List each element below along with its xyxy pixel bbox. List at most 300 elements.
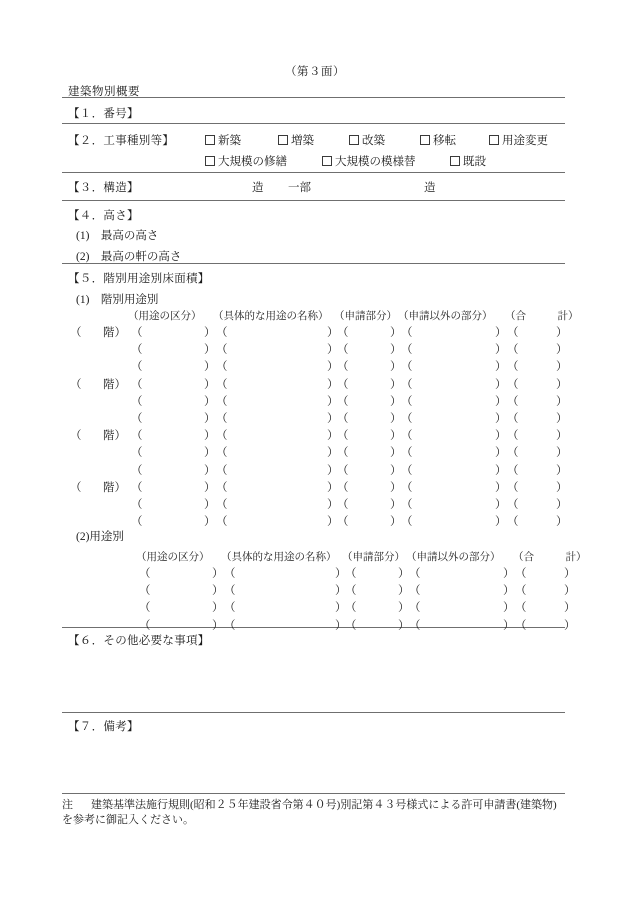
footnote-marker: 注 <box>62 799 73 811</box>
document-subtitle: 建築物別概要 <box>68 86 140 98</box>
cell-close-paren: ） <box>564 585 576 598</box>
cell-open-paren: （ <box>507 481 519 494</box>
cell-close-paren: ） <box>495 344 507 357</box>
work-type-option-4[interactable] <box>205 153 287 169</box>
column-header-applied-part: （申請部分） <box>342 552 405 563</box>
floor-use-row-entry[interactable] <box>343 358 388 371</box>
cell-close-paren: ） <box>556 378 568 391</box>
cell-close-paren: ） <box>398 602 410 615</box>
cell-close-paren: ） <box>390 516 402 529</box>
floor-use-row-entry[interactable] <box>407 427 493 440</box>
cell-close-paren: ） <box>390 327 402 339</box>
floor-use-row-entry[interactable] <box>513 324 554 337</box>
cell-close-paren: ） <box>495 481 507 494</box>
work-type-option-4[interactable] <box>420 132 456 148</box>
use-row-entry[interactable] <box>230 617 333 630</box>
cell-open-paren: （ <box>337 430 349 443</box>
cell-open-paren: （ <box>507 447 519 460</box>
use-row-entry[interactable] <box>415 617 501 630</box>
use-row-entry[interactable] <box>145 582 210 595</box>
cell-open-paren: （ <box>139 568 151 580</box>
floor-use-row-entry[interactable] <box>407 341 493 354</box>
floor-use-row-entry[interactable] <box>343 479 388 492</box>
use-row-entry[interactable] <box>415 565 501 578</box>
cell-open-paren: （ <box>139 585 151 598</box>
cell-open-paren: （ <box>224 585 236 598</box>
cell-close-paren: ） <box>556 499 568 511</box>
column-header-total: （合 計） <box>513 552 587 563</box>
cell-open-paren: （ <box>337 499 349 511</box>
use-row-entry[interactable] <box>145 599 210 612</box>
cell-open-paren: （ <box>131 395 143 408</box>
cell-close-paren: ） <box>212 585 224 598</box>
cell-close-paren: ） <box>556 430 568 443</box>
cell-open-paren: （ <box>337 327 349 339</box>
checkbox-label: 増築 <box>291 135 314 147</box>
use-row-entry[interactable] <box>521 617 562 630</box>
use-row-entry[interactable] <box>521 599 562 612</box>
work-type-option-3[interactable] <box>349 132 385 148</box>
cell-open-paren: （ <box>337 481 349 494</box>
cell-open-paren: （ <box>139 619 151 632</box>
cell-close-paren: ） <box>564 602 576 615</box>
cell-open-paren: （ <box>131 344 143 357</box>
checkbox-label: 移転 <box>433 135 456 147</box>
checkbox-label: 大規模の修繕 <box>218 156 287 168</box>
floor-use-row-entry[interactable] <box>222 376 325 389</box>
cell-open-paren: （ <box>216 413 228 425</box>
cell-open-paren: （ <box>131 413 143 425</box>
cell-close-paren: ） <box>390 447 402 460</box>
cell-open-paren: （ <box>345 568 357 580</box>
cell-open-paren: （ <box>337 378 349 391</box>
cell-close-paren: ） <box>212 602 224 615</box>
height-item-max: (1) 最高の高さ <box>76 230 159 242</box>
cell-close-paren: ） <box>335 585 347 598</box>
field-label-height: 【４．高さ】 <box>68 210 139 222</box>
use-row-entry[interactable] <box>521 582 562 595</box>
floor-close-label: 階） <box>103 327 126 339</box>
floor-close-label: 階） <box>103 378 126 391</box>
floor-number-entry[interactable] <box>80 427 102 440</box>
use-row-entry[interactable] <box>521 565 562 578</box>
cell-close-paren: ） <box>204 499 216 511</box>
cell-close-paren: ） <box>204 447 216 460</box>
floor-use-row-entry[interactable] <box>407 479 493 492</box>
floor-use-row-entry[interactable] <box>137 496 202 509</box>
footnote-text: 建築基準法施行規則(昭和２５年建設省令第４０号)別記第４３号様式による許可申請書(建築物)を参考に御記入ください。 <box>62 799 557 826</box>
cell-close-paren: ） <box>390 499 402 511</box>
cell-close-paren: ） <box>495 395 507 408</box>
floor-use-row-entry[interactable] <box>343 410 388 423</box>
checkbox-label: 改築 <box>362 135 385 147</box>
cell-open-paren: （ <box>337 516 349 529</box>
cell-open-paren: （ <box>515 619 527 632</box>
cell-close-paren: ） <box>556 395 568 408</box>
floor-use-row-entry[interactable] <box>137 341 202 354</box>
subsection-label-by-use: (2)用途別 <box>76 531 124 543</box>
cell-open-paren: （ <box>401 344 413 357</box>
cell-close-paren: ） <box>212 568 224 580</box>
use-row-entry[interactable] <box>351 565 396 578</box>
cell-open-paren: （ <box>507 430 519 443</box>
cell-open-paren: （ <box>507 361 519 374</box>
cell-open-paren: （ <box>131 447 143 460</box>
cell-close-paren: ） <box>556 413 568 425</box>
cell-close-paren: ） <box>503 568 515 580</box>
floor-use-row-entry[interactable] <box>343 376 388 389</box>
cell-open-paren: （ <box>401 413 413 425</box>
footnote <box>62 798 567 828</box>
cell-close-paren: ） <box>204 344 216 357</box>
cell-close-paren: ） <box>556 464 568 477</box>
cell-close-paren: ） <box>398 619 410 632</box>
cell-close-paren: ） <box>327 499 339 511</box>
floor-use-row-entry[interactable] <box>222 358 325 371</box>
cell-open-paren: （ <box>131 361 143 374</box>
cell-close-paren: ） <box>327 447 339 460</box>
cell-open-paren: （ <box>131 481 143 494</box>
cell-close-paren: ） <box>556 344 568 357</box>
field-label-other-matters: 【６．その他必要な事項】 <box>68 635 210 647</box>
cell-open-paren: （ <box>401 516 413 529</box>
work-type-option-5[interactable] <box>489 132 548 148</box>
checkbox-icon[interactable] <box>205 135 215 145</box>
cell-close-paren: ） <box>503 585 515 598</box>
cell-close-paren: ） <box>390 395 402 408</box>
floor-use-row-entry[interactable] <box>407 496 493 509</box>
horizontal-rule <box>62 172 565 173</box>
floor-use-row-entry[interactable] <box>513 462 554 475</box>
cell-close-paren: ） <box>390 413 402 425</box>
cell-close-paren: ） <box>327 378 339 391</box>
floor-use-row-entry[interactable] <box>222 324 325 337</box>
cell-open-paren: （ <box>401 481 413 494</box>
cell-open-paren: （ <box>401 499 413 511</box>
floor-use-row-entry[interactable] <box>222 410 325 423</box>
cell-open-paren: （ <box>401 464 413 477</box>
cell-close-paren: ） <box>495 378 507 391</box>
column-header-non-applied-part: （申請以外の部分） <box>398 311 493 322</box>
cell-close-paren: ） <box>212 619 224 632</box>
floor-number-entry[interactable] <box>80 479 102 492</box>
floor-use-row-entry[interactable] <box>407 376 493 389</box>
cell-open-paren: （ <box>337 447 349 460</box>
checkbox-icon[interactable] <box>322 156 332 166</box>
column-header-applied-part: （申請部分） <box>334 311 397 322</box>
cell-open-paren: （ <box>345 602 357 615</box>
cell-close-paren: ） <box>556 516 568 529</box>
cell-close-paren: ） <box>398 568 410 580</box>
field-label-number: 【１．番号】 <box>68 108 139 120</box>
checkbox-label: 大規模の模様替 <box>335 156 416 168</box>
floor-use-row-entry[interactable] <box>343 324 388 337</box>
cell-close-paren: ） <box>335 568 347 580</box>
checkbox-label: 用途変更 <box>502 135 548 147</box>
floor-open-paren: （ <box>70 378 82 391</box>
cell-close-paren: ） <box>327 395 339 408</box>
cell-open-paren: （ <box>216 447 228 460</box>
checkbox-icon[interactable] <box>349 135 359 145</box>
cell-open-paren: （ <box>224 619 236 632</box>
structure-word-primary: 造 <box>252 182 264 194</box>
cell-close-paren: ） <box>495 499 507 511</box>
floor-use-row-entry[interactable] <box>513 479 554 492</box>
use-row-entry[interactable] <box>230 565 333 578</box>
floor-use-row-entry[interactable] <box>222 341 325 354</box>
work-type-option-2[interactable] <box>278 132 314 148</box>
cell-open-paren: （ <box>409 602 421 615</box>
cell-close-paren: ） <box>495 413 507 425</box>
cell-open-paren: （ <box>337 464 349 477</box>
floor-use-row-entry[interactable] <box>222 513 325 526</box>
cell-close-paren: ） <box>204 481 216 494</box>
floor-use-row-entry[interactable] <box>137 444 202 457</box>
floor-use-row-entry[interactable] <box>513 393 554 406</box>
cell-open-paren: （ <box>337 361 349 374</box>
cell-close-paren: ） <box>556 447 568 460</box>
floor-close-label: 階） <box>103 481 126 494</box>
floor-use-row-entry[interactable] <box>137 427 202 440</box>
cell-close-paren: ） <box>327 413 339 425</box>
checkbox-icon[interactable] <box>489 135 499 145</box>
floor-use-row-entry[interactable] <box>343 513 388 526</box>
use-row-entry[interactable] <box>145 565 210 578</box>
floor-use-row-entry[interactable] <box>343 393 388 406</box>
cell-close-paren: ） <box>556 327 568 339</box>
cell-close-paren: ） <box>495 516 507 529</box>
floor-use-row-entry[interactable] <box>222 427 325 440</box>
cell-close-paren: ） <box>390 464 402 477</box>
structure-word-secondary: 造 <box>424 182 436 194</box>
use-row-entry[interactable] <box>351 599 396 612</box>
cell-close-paren: ） <box>204 464 216 477</box>
cell-close-paren: ） <box>495 430 507 443</box>
cell-open-paren: （ <box>131 430 143 443</box>
cell-open-paren: （ <box>401 395 413 408</box>
floor-use-row-entry[interactable] <box>513 341 554 354</box>
floor-use-row-entry[interactable] <box>407 393 493 406</box>
field-label-work-type: 【２．工事種別等】 <box>68 135 175 147</box>
horizontal-rule <box>62 712 565 713</box>
use-row-entry[interactable] <box>230 599 333 612</box>
cell-open-paren: （ <box>216 481 228 494</box>
checkbox-label: 新築 <box>218 135 241 147</box>
cell-close-paren: ） <box>390 378 402 391</box>
floor-use-row-entry[interactable] <box>513 358 554 371</box>
floor-use-row-entry[interactable] <box>137 462 202 475</box>
cell-open-paren: （ <box>507 413 519 425</box>
cell-open-paren: （ <box>224 568 236 580</box>
checkbox-icon[interactable] <box>450 156 460 166</box>
cell-close-paren: ） <box>398 585 410 598</box>
column-header-use-name: （具体的な用途の名称） <box>221 552 337 563</box>
cell-open-paren: （ <box>409 585 421 598</box>
column-header-total: （合 計） <box>505 311 579 322</box>
cell-close-paren: ） <box>204 430 216 443</box>
floor-use-row-entry[interactable] <box>513 444 554 457</box>
work-type-option-1[interactable] <box>205 132 241 148</box>
floor-use-row-entry[interactable] <box>137 513 202 526</box>
height-item-eaves: (2) 最高の軒の高さ <box>76 251 182 263</box>
cell-close-paren: ） <box>327 344 339 357</box>
cell-close-paren: ） <box>327 464 339 477</box>
cell-open-paren: （ <box>216 361 228 374</box>
floor-use-row-entry[interactable] <box>343 462 388 475</box>
cell-open-paren: （ <box>131 516 143 529</box>
field-label-floor-area: 【５．階別用途別床面積】 <box>68 273 210 285</box>
cell-close-paren: ） <box>327 481 339 494</box>
floor-use-row-entry[interactable] <box>137 376 202 389</box>
use-row-entry[interactable] <box>415 599 501 612</box>
floor-use-row-entry[interactable] <box>137 324 202 337</box>
floor-use-row-entry[interactable] <box>222 496 325 509</box>
work-type-option-6[interactable] <box>450 153 486 169</box>
cell-open-paren: （ <box>216 378 228 391</box>
cell-open-paren: （ <box>216 327 228 339</box>
field-label-structure: 【３．構造】 <box>68 182 139 194</box>
use-row-entry[interactable] <box>415 582 501 595</box>
checkbox-icon[interactable] <box>278 135 288 145</box>
floor-use-row-entry[interactable] <box>137 358 202 371</box>
cell-open-paren: （ <box>507 395 519 408</box>
floor-use-row-entry[interactable] <box>513 410 554 423</box>
cell-close-paren: ） <box>503 602 515 615</box>
floor-use-row-entry[interactable] <box>407 410 493 423</box>
checkbox-icon[interactable] <box>420 135 430 145</box>
cell-open-paren: （ <box>515 602 527 615</box>
column-header-use-category: （用途の区分） <box>128 311 202 322</box>
subsection-label-by-floor: (1) 階別用途別 <box>76 294 159 306</box>
cell-close-paren: ） <box>327 516 339 529</box>
floor-open-paren: （ <box>70 481 82 494</box>
cell-open-paren: （ <box>507 327 519 339</box>
cell-open-paren: （ <box>409 619 421 632</box>
cell-close-paren: ） <box>495 361 507 374</box>
cell-open-paren: （ <box>131 378 143 391</box>
cell-open-paren: （ <box>507 344 519 357</box>
floor-use-row-entry[interactable] <box>137 393 202 406</box>
cell-open-paren: （ <box>401 327 413 339</box>
floor-use-row-entry[interactable] <box>222 444 325 457</box>
cell-open-paren: （ <box>337 344 349 357</box>
cell-close-paren: ） <box>327 327 339 339</box>
cell-close-paren: ） <box>204 378 216 391</box>
floor-use-row-entry[interactable] <box>137 479 202 492</box>
cell-close-paren: ） <box>204 395 216 408</box>
horizontal-rule <box>62 793 565 794</box>
cell-close-paren: ） <box>204 413 216 425</box>
cell-open-paren: （ <box>139 602 151 615</box>
cell-open-paren: （ <box>507 464 519 477</box>
cell-open-paren: （ <box>216 395 228 408</box>
checkbox-label: 既設 <box>463 156 486 168</box>
cell-close-paren: ） <box>390 361 402 374</box>
column-header-non-applied-part: （申請以外の部分） <box>406 552 501 563</box>
cell-open-paren: （ <box>409 568 421 580</box>
floor-use-row-entry[interactable] <box>513 513 554 526</box>
floor-use-row-entry[interactable] <box>137 410 202 423</box>
column-header-use-name: （具体的な用途の名称） <box>213 311 329 322</box>
cell-open-paren: （ <box>216 464 228 477</box>
cell-close-paren: ） <box>495 464 507 477</box>
floor-use-row-entry[interactable] <box>343 496 388 509</box>
cell-open-paren: （ <box>131 464 143 477</box>
floor-use-row-entry[interactable] <box>407 513 493 526</box>
floor-use-row-entry[interactable] <box>222 393 325 406</box>
floor-use-row-entry[interactable] <box>513 427 554 440</box>
column-header-use-category: （用途の区分） <box>136 552 210 563</box>
cell-open-paren: （ <box>131 327 143 339</box>
cell-open-paren: （ <box>216 344 228 357</box>
cell-close-paren: ） <box>327 430 339 443</box>
cell-close-paren: ） <box>327 361 339 374</box>
cell-close-paren: ） <box>495 327 507 339</box>
field-label-remarks: 【７．備考】 <box>68 721 139 733</box>
floor-use-row-entry[interactable] <box>513 376 554 389</box>
cell-open-paren: （ <box>401 447 413 460</box>
cell-close-paren: ） <box>335 619 347 632</box>
work-type-option-5[interactable] <box>322 153 416 169</box>
floor-use-row-entry[interactable] <box>343 341 388 354</box>
cell-open-paren: （ <box>131 499 143 511</box>
cell-open-paren: （ <box>515 568 527 580</box>
floor-use-row-entry[interactable] <box>343 444 388 457</box>
floor-use-row-entry[interactable] <box>513 496 554 509</box>
floor-use-row-entry[interactable] <box>222 479 325 492</box>
use-row-entry[interactable] <box>230 582 333 595</box>
floor-use-row-entry[interactable] <box>407 444 493 457</box>
cell-open-paren: （ <box>337 395 349 408</box>
use-row-entry[interactable] <box>351 617 396 630</box>
cell-close-paren: ） <box>390 481 402 494</box>
cell-close-paren: ） <box>390 344 402 357</box>
cell-open-paren: （ <box>216 516 228 529</box>
horizontal-rule <box>62 200 565 201</box>
floor-number-entry[interactable] <box>80 376 102 389</box>
structure-word-partial: 一部 <box>288 182 311 194</box>
checkbox-icon[interactable] <box>205 156 215 166</box>
use-row-entry[interactable] <box>351 582 396 595</box>
cell-open-paren: （ <box>337 413 349 425</box>
cell-open-paren: （ <box>401 361 413 374</box>
cell-close-paren: ） <box>335 602 347 615</box>
floor-use-row-entry[interactable] <box>407 358 493 371</box>
horizontal-rule <box>62 123 565 124</box>
floor-use-row-entry[interactable] <box>407 462 493 475</box>
floor-open-paren: （ <box>70 430 82 443</box>
cell-close-paren: ） <box>495 447 507 460</box>
floor-use-row-entry[interactable] <box>343 427 388 440</box>
floor-open-paren: （ <box>70 327 82 339</box>
cell-close-paren: ） <box>556 361 568 374</box>
use-row-entry[interactable] <box>145 617 210 630</box>
floor-use-row-entry[interactable] <box>407 324 493 337</box>
floor-use-row-entry[interactable] <box>222 462 325 475</box>
cell-open-paren: （ <box>345 619 357 632</box>
page-label: （第３面） <box>285 66 345 78</box>
cell-close-paren: ） <box>564 619 576 632</box>
horizontal-rule <box>62 97 565 98</box>
cell-open-paren: （ <box>515 585 527 598</box>
cell-open-paren: （ <box>216 430 228 443</box>
floor-close-label: 階） <box>103 430 126 443</box>
cell-open-paren: （ <box>224 602 236 615</box>
cell-close-paren: ） <box>503 619 515 632</box>
floor-number-entry[interactable] <box>80 324 102 337</box>
cell-close-paren: ） <box>204 327 216 339</box>
cell-open-paren: （ <box>401 378 413 391</box>
